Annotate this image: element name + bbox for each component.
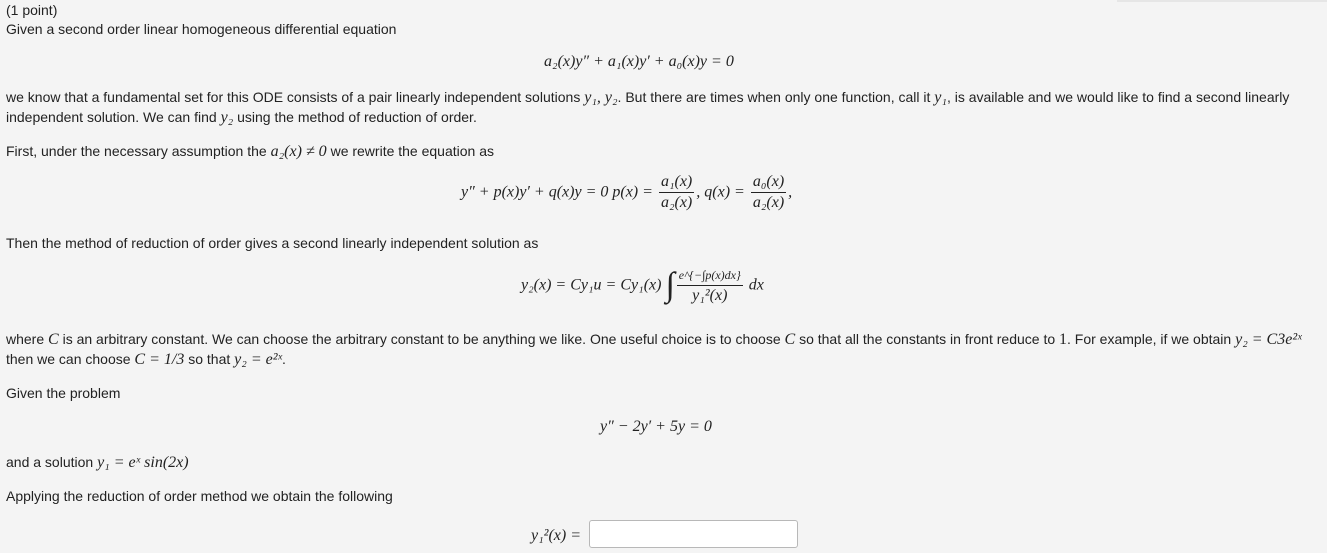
fraction-integrand [677, 265, 743, 306]
paragraph-given-problem: Given the problem [6, 385, 121, 401]
math-c-value: C = 1/3 [134, 351, 185, 368]
top-divider [1117, 0, 1327, 2]
text-span: . [282, 351, 286, 367]
fraction-denominator: a₂(x) [752, 194, 785, 211]
text-span: and a solution [6, 454, 98, 470]
paragraph-fundamental-set [6, 87, 1289, 108]
equation-problem: y″ − 2y′ + 5y = 0 [600, 418, 712, 435]
equation-tail: dx [744, 276, 764, 294]
points-label: (1 point) [6, 2, 58, 18]
fraction-numerator: a₁(x) [659, 172, 694, 193]
math-y1-y2: y₁, y₂ [584, 89, 618, 106]
paragraph-constant-choice-line2 [6, 349, 286, 370]
paragraph-apply: Applying the reduction of order method we obtain the following [6, 488, 393, 504]
answer-label: y₁²(x) = [531, 527, 582, 544]
integral-sign: ∫ [665, 266, 675, 304]
fraction-numerator: e^{−∫p(x)dx} [677, 265, 743, 286]
paragraph-reduction: Then the method of reduction of order gives a second linearly independent solution as [6, 235, 539, 251]
fraction-denominator: a₂(x) [660, 194, 693, 211]
paragraph-constant-choice [6, 329, 1302, 350]
equation-general: a₂(x)y″ + a₁(x)y′ + a₀(x)y = 0 [544, 53, 734, 70]
fraction-q [751, 172, 786, 213]
text-span: where [6, 331, 49, 347]
math-c: C [48, 331, 59, 348]
text-span: is an arbitrary constant. We can choose the arbitrary constant to be anything we like. One useful choice is to choose [58, 331, 785, 347]
math-y2: y₂ [220, 109, 234, 126]
text-span: . For example, if we obtain [1067, 331, 1236, 347]
math-c: C [784, 331, 796, 348]
text-span: . But there are times when only one function, call it [617, 89, 935, 105]
math-y2-example: y₂ = C3e²ˣ [1235, 331, 1302, 348]
math-y1: y₁ [934, 89, 947, 106]
equation-reduction-formula [521, 265, 764, 306]
text-span: , is available and we would like to find a second linearly [946, 89, 1290, 105]
fraction-numerator: a₀(x) [751, 172, 786, 193]
fraction-p [659, 172, 694, 213]
equation-lhs: y″ + p(x)y′ + q(x)y = 0 p(x) = [461, 183, 657, 201]
text-span: so that [184, 351, 235, 367]
paragraph-assumption [6, 141, 494, 162]
text-span: so that all the constants in front reduce to [795, 331, 1060, 347]
text-span: independent solution. We can find [6, 109, 221, 125]
equation-standard-form [461, 172, 792, 213]
math-y1-solution: y₁ = eˣ sin(2x) [97, 454, 189, 471]
intro-text: Given a second order linear homogeneous differential equation [6, 21, 397, 37]
answer-input[interactable] [589, 520, 798, 548]
equation-lhs: y₂(x) = Cy₁u = Cy₁(x) [521, 276, 666, 294]
math-a2-nonzero: a₂(x) ≠ 0 [270, 143, 327, 160]
paragraph-fundamental-set-line2 [6, 107, 477, 128]
math-one: 1 [1059, 331, 1068, 348]
text-span: then we can choose [6, 351, 135, 367]
text-span: we rewrite the equation as [326, 143, 495, 159]
text-span: First, under the necessary assumption the [6, 143, 271, 159]
paragraph-solution [6, 452, 189, 473]
equation-mid: , q(x) = [696, 183, 749, 201]
equation-tail: , [788, 183, 793, 201]
math-y2-result: y₂ = e²ˣ [234, 351, 283, 368]
fraction-denominator: y₁²(x) [692, 287, 728, 304]
text-span: we know that a fundamental set for this ODE consists of a pair linearly independent solutions [6, 89, 585, 105]
text-span: using the method of reduction of order. [233, 109, 477, 125]
